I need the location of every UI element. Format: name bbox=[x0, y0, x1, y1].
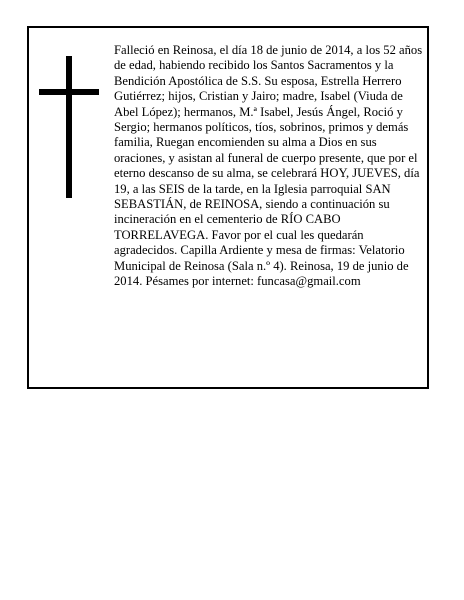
obituary-text: Falleció en Reinosa, el día 18 de junio de 2014, a los 52 años de edad, habiendo recibido los Santos Sacramentos y la Bendición Apostólica de S.S. Su esposa, Estrella Herrero Gutiérrez; hijos, Cristian y Jairo; madre, Isabel (Viuda de Abel López); hermanos, M.ª Isabel, Jesús Ángel, Roció y Sergio; hermanos políticos, tíos, sobrinos, primos y demás familia, Ruegan encomienden su alma a Dios en sus oraciones, y asistan al funeral de cuerpo presente, que por el eterno descanso de su alma, se celebrará HOY, JUEVES, día 19, a las SEIS de la tarde, en la Iglesia parroquial SAN SEBASTIÁN, de REINOSA, siendo a continuación su incineración en el cementerio de RÍO CABO TORRELAVEGA. Favor por el cual les quedarán agradecidos. Capilla Ardiente y mesa de firmas: Velatorio Municipal de Reinosa (Sala n.º 4). Reinosa, 19 de junio de 2014. Pésames por internet: funcasa@gmail.com bbox=[114, 43, 423, 289]
cross-horizontal-bar bbox=[39, 89, 99, 95]
latin-cross-icon bbox=[39, 56, 99, 198]
cross-vertical-bar bbox=[66, 56, 72, 198]
obituary-notice bbox=[27, 26, 429, 389]
